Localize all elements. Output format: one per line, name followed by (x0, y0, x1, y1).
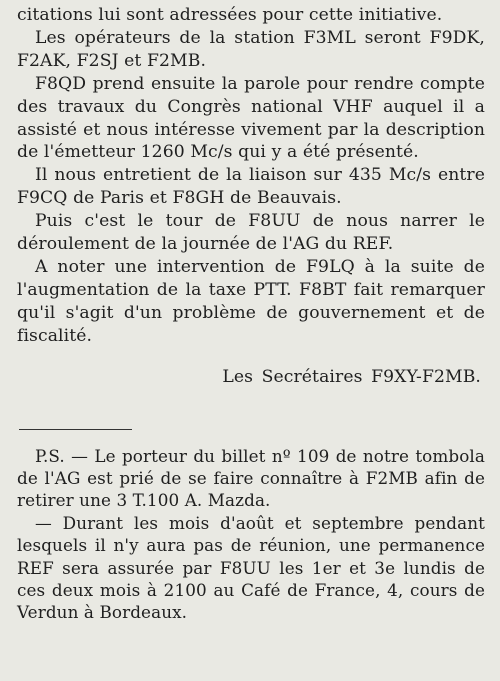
paragraph-435-link: Il nous entretient de la liaison sur 435 Mc/s entre F9CQ de Paris et F8GH de Beauvais. (17, 165, 485, 209)
paragraph-ag-report: Puis c'est le tour de F8UU de nous narrer le déroulement de la journée de l'AG du REF. (17, 211, 485, 255)
signature-line: Les Secrétaires F9XY-F2MB. (222, 366, 481, 387)
paragraph-vhf-congress: F8QD prend ensuite la parole pour rendre compte des travaux du Congrès national VHF auquel il a assisté et nous intéresse vivement par la description de l'émetteur 1260 Mc/s qui y a été présenté. (17, 73, 485, 163)
divider-rule (19, 429, 132, 430)
paragraph-citations: citations lui sont adressées pour cette initiative. (17, 5, 443, 25)
postscript-tombola: P.S. — Le porteur du billet nº 109 de notre tombola de l'AG est prié de se faire connaître à F2MB afin de retirer une 3 T.100 A. Mazda. (17, 445, 485, 511)
paragraph-ptt-tax: A noter une intervention de F9LQ à la suite de l'augmentation de la taxe PTT. F8BT fait remarquer qu'il s'agit d'un problème de gouvernement et de fiscalité. (17, 256, 485, 346)
postscript-permanence: — Durant les mois d'août et septembre pendant lesquels il n'y aura pas de réunion, une permanence REF sera assurée par F8UU les 1er et 3e lundis de ces deux mois à 2100 au Café de France, 4, cours de Verdun à Bordeaux. (17, 512, 485, 623)
paragraph-operators: Les opérateurs de la station F3ML seront F9DK, F2AK, F2SJ et F2MB. (17, 27, 485, 71)
